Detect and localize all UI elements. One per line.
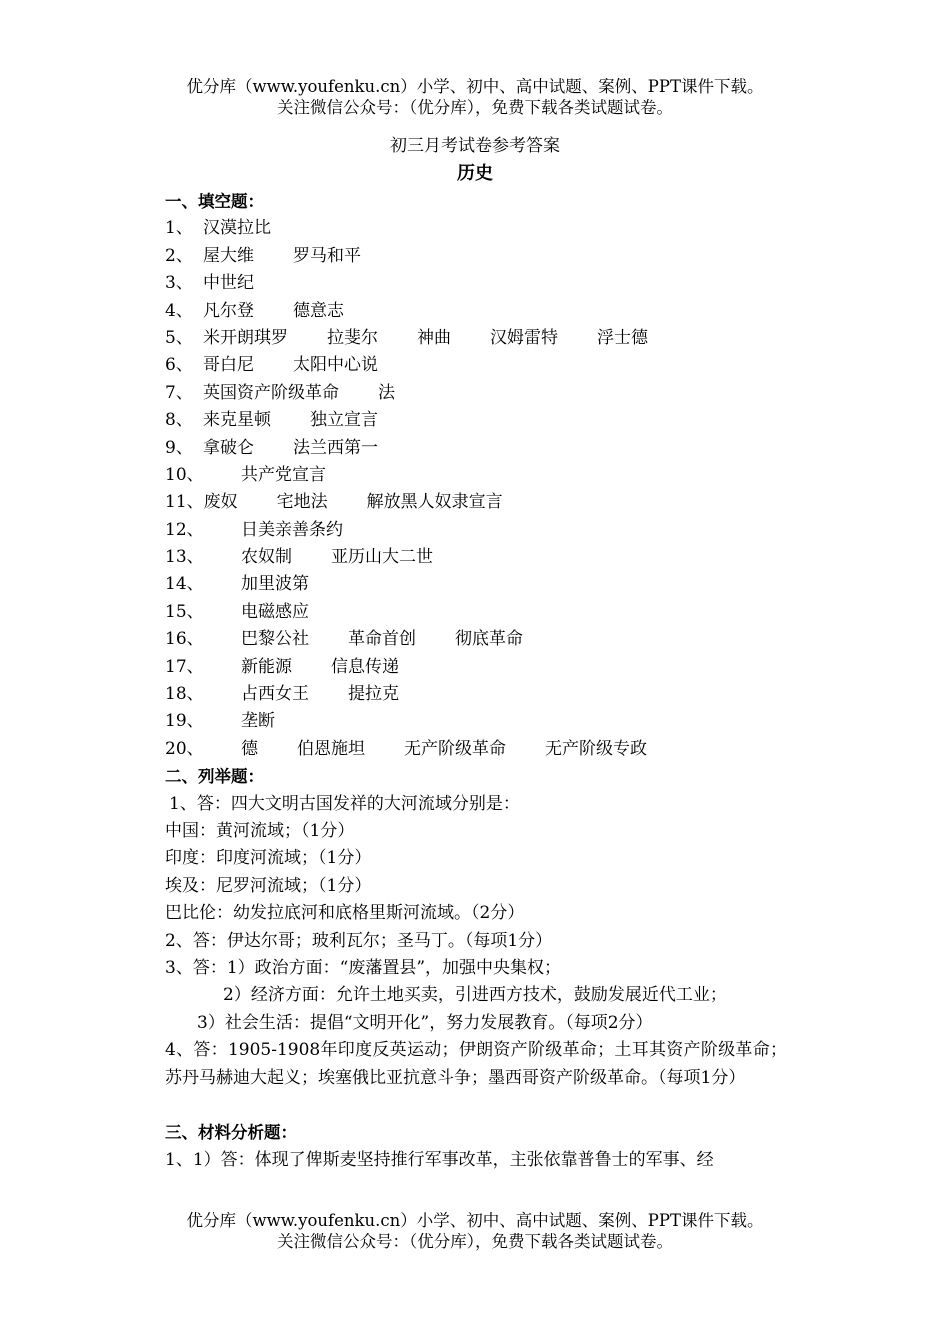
fill-in-number: 9、 (165, 437, 193, 458)
fill-in-answer: 占西女王 (241, 684, 309, 705)
fill-in-number: 2、 (165, 245, 193, 266)
fill-in-answer: 来克星顿 (203, 410, 271, 431)
fill-in-answer: 拿破仑 (203, 437, 254, 458)
fill-in-answer: 汉姆雷特 (490, 327, 558, 348)
q2-answer: 2、答：伊达尔哥；玻利瓦尔；圣马丁。（每项1分） (165, 930, 553, 951)
fill-in-answer: 汉漠拉比 (203, 218, 271, 239)
fill-in-answer: 信息传递 (331, 656, 399, 677)
fill-in-answer: 无产阶级专政 (545, 738, 647, 759)
fill-in-answer: 彻底革命 (455, 629, 523, 650)
fill-in-answer: 提拉克 (348, 684, 399, 705)
fill-in-row (165, 298, 787, 325)
q1-egypt: 埃及：尼罗河流域；（1分） (165, 875, 372, 896)
fill-in-number: 8、 (165, 410, 193, 431)
q4-answer: 4、答：1905-1908年印度反英运动；伊朗资产阶级革命；土耳其资产阶级革命；苏丹马赫迪大起义；埃塞俄比亚抗意斗争；墨西哥资产阶级革命。（每项1分） (165, 1040, 787, 1088)
s3-q1-answer: 1、1）答：体现了俾斯麦坚持推行军事改革，主张依靠普鲁士的军事、经 (165, 1149, 714, 1170)
fill-in-answer: 英国资产阶级革命 (203, 382, 339, 403)
fill-in-row (165, 407, 787, 434)
fill-in-number: 7、 (165, 382, 193, 403)
fill-in-answer: 太阳中心说 (293, 355, 378, 376)
fill-in-number: 12、 (165, 519, 204, 540)
fill-in-number: 19、 (165, 711, 204, 732)
fill-in-answer: 罗马和平 (293, 245, 361, 266)
fill-in-number: 15、 (165, 601, 204, 622)
fill-in-answer: 废奴 (203, 492, 238, 513)
fill-in-answer: 浮士德 (597, 327, 648, 348)
section-heading-listing: 二、列举题： (165, 767, 264, 787)
fill-in-number: 10、 (165, 464, 204, 485)
fill-in-answer: 巴黎公社 (241, 629, 309, 650)
fill-in-row (165, 325, 787, 352)
fill-in-row (165, 736, 787, 763)
fill-in-answer: 日美亲善条约 (241, 519, 343, 540)
fill-in-number: 6、 (165, 355, 193, 376)
fill-in-answer: 伯恩施坦 (297, 738, 365, 759)
fill-in-row (165, 243, 787, 270)
fill-in-number: 20、 (165, 738, 204, 759)
fill-in-number: 16、 (165, 629, 204, 650)
fill-in-answer: 哥白尼 (203, 355, 254, 376)
fill-in-row (165, 708, 787, 735)
fill-in-answer: 无产阶级革命 (404, 738, 506, 759)
document-body (165, 188, 787, 1174)
document-title: 初三月考试卷参考答案 (390, 136, 560, 156)
fill-in-answer: 共产党宣言 (241, 464, 326, 485)
fill-in-row (165, 270, 787, 297)
q1-intro: 1、答：四大文明古国发祥的大河流域分别是： (169, 793, 520, 814)
fill-in-number: 11、 (165, 492, 204, 513)
q1-india: 印度：印度河流域；（1分） (165, 848, 372, 869)
header-line-2: 关注微信公众号：（优分库），免费下载各类试题试卷。 (277, 98, 673, 117)
footer-line-1: 优分库（www.youfenku.cn）小学、初中、高中试题、案例、PPT课件下载。 (186, 1211, 764, 1230)
fill-in-row (165, 462, 787, 489)
footer-line-2: 关注微信公众号：（优分库），免费下载各类试题试卷。 (277, 1232, 673, 1251)
fill-in-answer: 拉斐尔 (327, 327, 378, 348)
fill-in-row (165, 215, 787, 242)
fill-in-row (165, 435, 787, 462)
fill-in-answer: 解放黑人奴隶宣言 (366, 492, 503, 513)
fill-in-row (165, 380, 787, 407)
fill-in-answer: 革命首创 (348, 629, 416, 650)
fill-in-number: 4、 (165, 300, 193, 321)
fill-in-number: 18、 (165, 684, 204, 705)
fill-in-answer: 法 (378, 382, 395, 403)
q1-babylon: 巴比伦：幼发拉底河和底格里斯河流域。（2分） (165, 903, 525, 924)
fill-in-answer: 屋大维 (203, 245, 254, 266)
fill-in-answer: 宅地法 (276, 492, 328, 513)
fill-in-answer: 中世纪 (203, 273, 254, 294)
fill-in-answer: 独立宣言 (310, 410, 378, 431)
fill-in-answer: 德 (241, 738, 258, 759)
section-heading-material-analysis: 三、材料分析题： (165, 1123, 297, 1143)
q1-china: 中国：黄河流域；（1分） (165, 821, 355, 842)
fill-in-row (165, 489, 787, 516)
q3-answer-line-1: 3、答：1）政治方面：“废藩置县”，加强中央集权； (165, 958, 562, 979)
blank-spacer (165, 1092, 787, 1119)
fill-in-number: 17、 (165, 656, 204, 677)
fill-in-answer: 电磁感应 (241, 601, 309, 622)
fill-in-row (165, 626, 787, 653)
fill-in-answer: 垄断 (241, 711, 275, 732)
fill-in-number: 5、 (165, 327, 193, 348)
fill-in-row (165, 681, 787, 708)
fill-in-answer: 法兰西第一 (293, 437, 378, 458)
fill-in-answer: 德意志 (293, 300, 344, 321)
header-line-1: 优分库（www.youfenku.cn）小学、初中、高中试题、案例、PPT课件下载。 (186, 77, 764, 96)
subject-title: 历史 (457, 163, 493, 184)
fill-in-row (165, 654, 787, 681)
fill-in-number: 3、 (165, 273, 193, 294)
fill-in-row (165, 544, 787, 571)
fill-in-row (165, 599, 787, 626)
fill-in-answer: 神曲 (417, 327, 451, 348)
q3-answer-line-3: 3）社会生活：提倡“文明开化”，努力发展教育。（每项2分） (197, 1012, 653, 1033)
page-header (0, 76, 950, 118)
fill-in-row (165, 571, 787, 598)
fill-in-answer: 米开朗琪罗 (203, 327, 288, 348)
fill-in-answers-list (165, 215, 787, 763)
fill-in-answer: 加里波第 (241, 574, 309, 595)
fill-in-number: 13、 (165, 547, 204, 568)
fill-in-answer: 新能源 (241, 656, 292, 677)
fill-in-answer: 农奴制 (241, 547, 292, 568)
section-heading-fill-in: 一、填空题： (165, 192, 264, 211)
fill-in-answer: 凡尔登 (203, 300, 254, 321)
fill-in-row (165, 352, 787, 379)
fill-in-answer: 亚历山大二世 (331, 547, 433, 568)
fill-in-number: 14、 (165, 574, 204, 595)
q3-answer-line-2: 2）经济方面：允许土地买卖，引进西方技术，鼓励发展近代工业； (223, 985, 727, 1006)
fill-in-row (165, 517, 787, 544)
page-footer (0, 1210, 950, 1252)
fill-in-number: 1、 (165, 218, 193, 239)
